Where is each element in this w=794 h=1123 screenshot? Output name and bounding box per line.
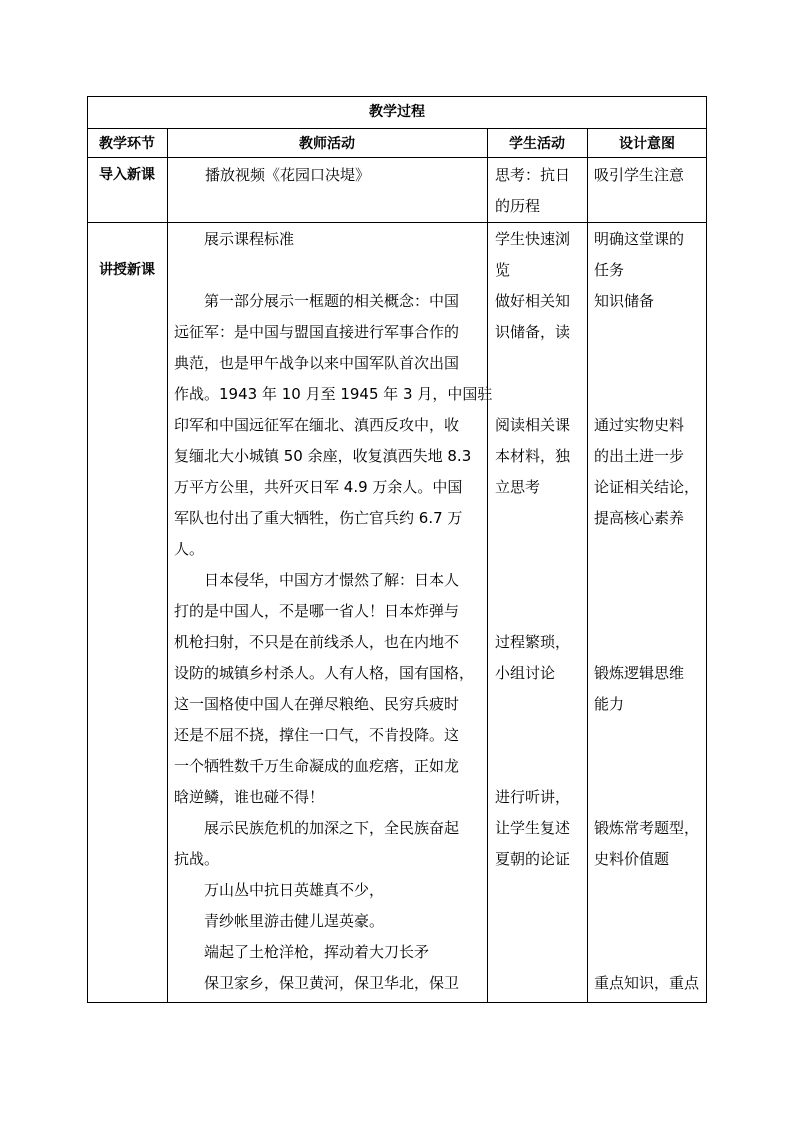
teacher-activity-line: 展示课程标准: [204, 230, 295, 248]
teacher-activity-line: 第一部分展示一框题的相关概念：中国: [204, 292, 460, 310]
teacher-activity-line: 端起了土枪洋枪，挥动着大刀长矛: [204, 943, 430, 961]
teacher-activity-line: 复缅北大小城镇 50 余座，收复滇西失地 8.3: [174, 447, 472, 465]
student-activity-intro-line: 的历程: [495, 197, 541, 215]
design-intent-intro: 吸引学生注意: [594, 166, 685, 184]
design-intent-line: 重点知识，重点: [594, 974, 700, 992]
table-title: 教学过程: [369, 104, 425, 120]
design-intent-line: 任务: [594, 261, 625, 279]
design-intent-line: 提高核心素养: [594, 509, 685, 527]
column-divider: [167, 128, 168, 1003]
teacher-activity-intro: 播放视频《花园口决堤》: [205, 166, 371, 184]
student-activity-line: 夏朝的论证: [495, 850, 571, 868]
student-activity-intro-line: 思考：抗日: [495, 166, 571, 184]
teacher-activity-line: 抗战。: [174, 850, 220, 868]
column-divider: [587, 128, 588, 1003]
teacher-activity-line: 万山丛中抗日英雄真不少，: [204, 881, 385, 899]
student-activity-line: 览: [495, 261, 511, 279]
design-intent-line: 的出土进一步: [594, 447, 685, 465]
design-intent-line: 明确这堂课的: [594, 230, 685, 248]
table-border-left: [87, 96, 88, 1003]
teacher-activity-line: 一个牺牲数千万生命凝成的血疙瘩，正如龙: [174, 757, 460, 775]
design-intent-line: 史料价值题: [594, 850, 670, 868]
design-intent-line: 通过实物史料: [594, 416, 685, 434]
student-activity-line: 做好相关知: [495, 292, 571, 310]
student-activity-line: 让学生复述: [495, 819, 571, 837]
teacher-activity-line: 机枪扫射，不只是在前线杀人，也在内地不: [174, 633, 460, 651]
table-divider: [87, 157, 707, 158]
header-design-intent: 设计意图: [619, 136, 675, 152]
student-activity-line: 过程繁琐，: [495, 633, 571, 651]
design-intent-line: 论证相关结论，: [594, 478, 700, 496]
teacher-activity-line: 还是不屈不挠，撑住一口气，不肯投降。这: [174, 726, 460, 744]
design-intent-line: 锻炼常考题型，: [594, 819, 700, 837]
teacher-activity-line: 印军和中国远征军在缅北、滇西反攻中，收: [174, 416, 460, 434]
teacher-activity-line: 设防的城镇乡村杀人。人有人格，国有国格，: [174, 664, 475, 682]
teacher-activity-line: 军队也付出了重大牺牲，伤亡官兵约 6.7 万: [174, 509, 463, 527]
design-intent-line: 知识储备: [594, 292, 655, 310]
table-border-top: [87, 96, 707, 97]
teacher-activity-line: 青纱帐里游击健儿逞英豪。: [204, 912, 385, 930]
student-activity-line: 阅读相关课: [495, 416, 571, 434]
student-activity-line: 立思考: [495, 478, 541, 496]
student-activity-line: 进行听讲，: [495, 788, 571, 806]
teacher-activity-line: 日本侵华，中国方才憬然了解：日本人: [204, 571, 460, 589]
teacher-activity-line: 展示民族危机的加深之下，全民族奋起: [204, 819, 460, 837]
student-activity-line: 小组讨论: [495, 664, 556, 682]
student-activity-line: 本材料，独: [495, 447, 571, 465]
stage-new-lesson: 讲授新课: [99, 262, 155, 278]
header-teacher-activity: 教师活动: [299, 136, 355, 152]
header-stage: 教学环节: [99, 136, 155, 152]
stage-intro: 导入新课: [99, 167, 155, 183]
teacher-activity-line: 晗逆鳞，谁也碰不得！: [174, 788, 325, 806]
teacher-activity-line: 典范，也是甲午战争以来中国军队首次出国: [174, 354, 460, 372]
student-activity-line: 学生快速浏: [495, 230, 571, 248]
table-divider: [87, 222, 707, 223]
table-border-bottom: [87, 1002, 707, 1003]
table-divider: [87, 128, 707, 129]
teacher-activity-line: 这一国格使中国人在弹尽粮绝、民穷兵疲时: [174, 695, 460, 713]
table-border-right: [706, 96, 707, 1003]
student-activity-line: 识储备，读: [495, 323, 571, 341]
design-intent-line: 锻炼逻辑思维: [594, 664, 685, 682]
teacher-activity-line: 作战。1943 年 10 月至 1945 年 3 月，中国驻: [174, 385, 493, 403]
teacher-activity-line: 人。: [174, 540, 205, 558]
design-intent-line: 能力: [594, 695, 625, 713]
teacher-activity-line: 保卫家乡，保卫黄河，保卫华北，保卫: [204, 974, 460, 992]
column-divider: [487, 128, 488, 1003]
teacher-activity-line: 打的是中国人，不是哪一省人！日本炸弹与: [174, 602, 460, 620]
teaching-process-table: [87, 96, 707, 1003]
teacher-activity-line: 远征军：是中国与盟国直接进行军事合作的: [174, 323, 460, 341]
teacher-activity-line: 万平方公里，共歼灭日军 4.9 万余人。中国: [174, 478, 463, 496]
header-student-activity: 学生活动: [509, 136, 565, 152]
